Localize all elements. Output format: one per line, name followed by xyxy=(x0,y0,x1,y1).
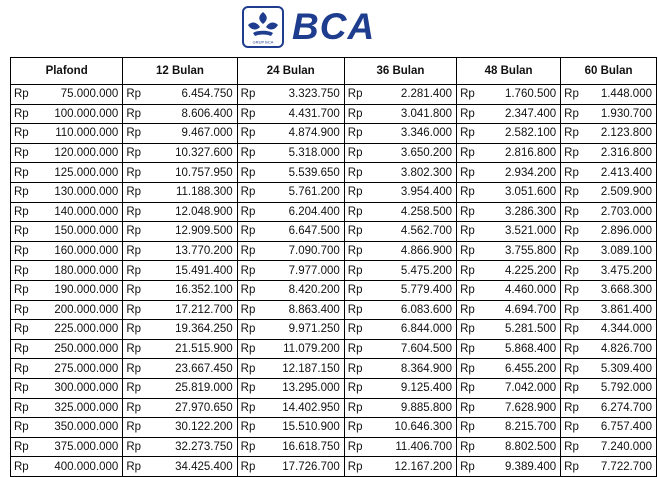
cell-60-bulan: 6.757.400 xyxy=(592,418,657,438)
cell-plafond: 125.000.000 xyxy=(41,163,122,183)
cell-48-bulan: 2.347.400 xyxy=(488,104,561,124)
cell-12-bulan: 34.425.400 xyxy=(154,457,237,477)
cell-48-bulan: 2.816.800 xyxy=(488,143,561,163)
currency-label: Rp xyxy=(237,300,268,320)
cell-36-bulan: 6.844.000 xyxy=(375,320,456,340)
currency-label: Rp xyxy=(123,202,154,222)
cell-12-bulan: 19.364.250 xyxy=(154,320,237,340)
currency-label: Rp xyxy=(561,222,592,242)
currency-label: Rp xyxy=(561,124,592,144)
currency-label: Rp xyxy=(123,182,154,202)
table-row xyxy=(11,163,657,183)
currency-label: Rp xyxy=(457,202,488,222)
cell-36-bulan: 5.779.400 xyxy=(375,280,456,300)
table-row xyxy=(11,457,657,477)
cell-48-bulan: 5.281.500 xyxy=(488,320,561,340)
cell-48-bulan: 6.455.200 xyxy=(488,359,561,379)
currency-label: Rp xyxy=(11,437,42,457)
currency-label: Rp xyxy=(561,339,592,359)
currency-label: Rp xyxy=(11,261,42,281)
currency-label: Rp xyxy=(561,437,592,457)
currency-label: Rp xyxy=(457,359,488,379)
currency-label: Rp xyxy=(123,261,154,281)
currency-label: Rp xyxy=(11,124,42,144)
cell-12-bulan: 32.273.750 xyxy=(154,437,237,457)
currency-label: Rp xyxy=(123,124,154,144)
cell-60-bulan: 7.240.000 xyxy=(592,437,657,457)
cell-48-bulan: 8.802.500 xyxy=(488,437,561,457)
currency-label: Rp xyxy=(561,300,592,320)
cell-24-bulan: 15.510.900 xyxy=(268,418,344,438)
currency-label: Rp xyxy=(561,104,592,124)
cell-36-bulan: 6.083.600 xyxy=(375,300,456,320)
currency-label: Rp xyxy=(561,143,592,163)
currency-label: Rp xyxy=(11,398,42,418)
installment-table xyxy=(10,57,657,477)
currency-label: Rp xyxy=(11,378,42,398)
currency-label: Rp xyxy=(11,85,42,105)
currency-label: Rp xyxy=(561,241,592,261)
cell-36-bulan: 3.650.200 xyxy=(375,143,456,163)
cell-24-bulan: 16.618.750 xyxy=(268,437,344,457)
cell-24-bulan: 6.647.500 xyxy=(268,222,344,242)
currency-label: Rp xyxy=(11,280,42,300)
header-24-bulan: 24 Bulan xyxy=(237,58,344,85)
cell-24-bulan: 17.726.700 xyxy=(268,457,344,477)
cell-12-bulan: 11.188.300 xyxy=(154,182,237,202)
cell-60-bulan: 4.826.700 xyxy=(592,339,657,359)
currency-label: Rp xyxy=(457,182,488,202)
table-row xyxy=(11,437,657,457)
currency-label: Rp xyxy=(344,85,375,105)
currency-label: Rp xyxy=(457,457,488,477)
currency-label: Rp xyxy=(457,300,488,320)
cell-12-bulan: 17.212.700 xyxy=(154,300,237,320)
cell-48-bulan: 7.042.000 xyxy=(488,378,561,398)
cell-plafond: 120.000.000 xyxy=(41,143,122,163)
currency-label: Rp xyxy=(457,124,488,144)
currency-label: Rp xyxy=(123,104,154,124)
cell-36-bulan: 4.562.700 xyxy=(375,222,456,242)
cell-plafond: 100.000.000 xyxy=(41,104,122,124)
currency-label: Rp xyxy=(11,320,42,340)
cell-24-bulan: 8.863.400 xyxy=(268,300,344,320)
cell-12-bulan: 10.757.950 xyxy=(154,163,237,183)
table-row xyxy=(11,143,657,163)
cell-36-bulan: 3.802.300 xyxy=(375,163,456,183)
currency-label: Rp xyxy=(344,261,375,281)
currency-label: Rp xyxy=(561,85,592,105)
cell-12-bulan: 25.819.000 xyxy=(154,378,237,398)
cell-60-bulan: 7.722.700 xyxy=(592,457,657,477)
currency-label: Rp xyxy=(344,300,375,320)
currency-label: Rp xyxy=(344,359,375,379)
currency-label: Rp xyxy=(344,124,375,144)
currency-label: Rp xyxy=(123,320,154,340)
cell-plafond: 250.000.000 xyxy=(41,339,122,359)
cell-60-bulan: 2.703.000 xyxy=(592,202,657,222)
cell-plafond: 400.000.000 xyxy=(41,457,122,477)
currency-label: Rp xyxy=(457,418,488,438)
currency-label: Rp xyxy=(11,241,42,261)
currency-label: Rp xyxy=(237,359,268,379)
cell-24-bulan: 14.402.950 xyxy=(268,398,344,418)
currency-label: Rp xyxy=(123,398,154,418)
cell-48-bulan: 7.628.900 xyxy=(488,398,561,418)
cell-60-bulan: 4.344.000 xyxy=(592,320,657,340)
currency-label: Rp xyxy=(237,182,268,202)
currency-label: Rp xyxy=(237,280,268,300)
currency-label: Rp xyxy=(344,457,375,477)
currency-label: Rp xyxy=(561,182,592,202)
currency-label: Rp xyxy=(11,339,42,359)
table-row xyxy=(11,202,657,222)
currency-label: Rp xyxy=(11,418,42,438)
header-60-bulan: 60 Bulan xyxy=(561,58,657,85)
currency-label: Rp xyxy=(344,104,375,124)
cell-plafond: 140.000.000 xyxy=(41,202,122,222)
currency-label: Rp xyxy=(344,320,375,340)
currency-label: Rp xyxy=(561,320,592,340)
table-row xyxy=(11,300,657,320)
cell-24-bulan: 13.295.000 xyxy=(268,378,344,398)
cell-36-bulan: 12.167.200 xyxy=(375,457,456,477)
currency-label: Rp xyxy=(237,104,268,124)
currency-label: Rp xyxy=(123,241,154,261)
currency-label: Rp xyxy=(457,280,488,300)
cell-plafond: 150.000.000 xyxy=(41,222,122,242)
currency-label: Rp xyxy=(457,398,488,418)
currency-label: Rp xyxy=(237,398,268,418)
cell-24-bulan: 8.420.200 xyxy=(268,280,344,300)
bca-emblem-icon xyxy=(242,6,284,48)
cell-plafond: 200.000.000 xyxy=(41,300,122,320)
currency-label: Rp xyxy=(237,124,268,144)
cell-plafond: 110.000.000 xyxy=(41,124,122,144)
currency-label: Rp xyxy=(561,163,592,183)
cell-36-bulan: 3.346.000 xyxy=(375,124,456,144)
cell-plafond: 350.000.000 xyxy=(41,418,122,438)
cell-12-bulan: 15.491.400 xyxy=(154,261,237,281)
cell-60-bulan: 2.896.000 xyxy=(592,222,657,242)
currency-label: Rp xyxy=(11,163,42,183)
currency-label: Rp xyxy=(344,222,375,242)
table-body xyxy=(11,85,657,477)
currency-label: Rp xyxy=(123,300,154,320)
emblem-caption: GRUP BCA xyxy=(252,39,274,45)
cell-48-bulan: 3.051.600 xyxy=(488,182,561,202)
header-36-bulan: 36 Bulan xyxy=(344,58,456,85)
cell-36-bulan: 9.885.800 xyxy=(375,398,456,418)
table-row xyxy=(11,398,657,418)
currency-label: Rp xyxy=(123,418,154,438)
currency-label: Rp xyxy=(344,378,375,398)
currency-label: Rp xyxy=(344,398,375,418)
header-plafond: Plafond xyxy=(11,58,123,85)
cell-36-bulan: 10.646.300 xyxy=(375,418,456,438)
currency-label: Rp xyxy=(561,261,592,281)
currency-label: Rp xyxy=(123,339,154,359)
header-12-bulan: 12 Bulan xyxy=(123,58,237,85)
cell-60-bulan: 2.316.800 xyxy=(592,143,657,163)
cell-plafond: 190.000.000 xyxy=(41,280,122,300)
currency-label: Rp xyxy=(561,280,592,300)
currency-label: Rp xyxy=(457,261,488,281)
currency-label: Rp xyxy=(237,378,268,398)
currency-label: Rp xyxy=(123,280,154,300)
cell-plafond: 130.000.000 xyxy=(41,182,122,202)
currency-label: Rp xyxy=(237,143,268,163)
currency-label: Rp xyxy=(561,202,592,222)
currency-label: Rp xyxy=(561,398,592,418)
table-row xyxy=(11,418,657,438)
cell-36-bulan: 8.364.900 xyxy=(375,359,456,379)
currency-label: Rp xyxy=(237,85,268,105)
cell-12-bulan: 10.327.600 xyxy=(154,143,237,163)
currency-label: Rp xyxy=(457,143,488,163)
cell-48-bulan: 8.215.700 xyxy=(488,418,561,438)
currency-label: Rp xyxy=(11,182,42,202)
cell-24-bulan: 5.318.000 xyxy=(268,143,344,163)
currency-label: Rp xyxy=(123,437,154,457)
currency-label: Rp xyxy=(344,241,375,261)
currency-label: Rp xyxy=(237,202,268,222)
cell-36-bulan: 9.125.400 xyxy=(375,378,456,398)
currency-label: Rp xyxy=(123,163,154,183)
currency-label: Rp xyxy=(123,359,154,379)
cell-12-bulan: 30.122.200 xyxy=(154,418,237,438)
currency-label: Rp xyxy=(561,378,592,398)
table-row xyxy=(11,85,657,105)
cell-plafond: 160.000.000 xyxy=(41,241,122,261)
currency-label: Rp xyxy=(11,104,42,124)
table-row xyxy=(11,241,657,261)
currency-label: Rp xyxy=(344,280,375,300)
brand-text: BCA xyxy=(292,6,376,47)
currency-label: Rp xyxy=(344,418,375,438)
cell-plafond: 375.000.000 xyxy=(41,437,122,457)
currency-label: Rp xyxy=(123,378,154,398)
header-48-bulan: 48 Bulan xyxy=(457,58,561,85)
currency-label: Rp xyxy=(11,143,42,163)
cell-48-bulan: 1.760.500 xyxy=(488,85,561,105)
cell-plafond: 225.000.000 xyxy=(41,320,122,340)
currency-label: Rp xyxy=(457,378,488,398)
cell-60-bulan: 2.123.800 xyxy=(592,124,657,144)
cell-12-bulan: 9.467.000 xyxy=(154,124,237,144)
table-row xyxy=(11,339,657,359)
cell-36-bulan: 3.041.800 xyxy=(375,104,456,124)
cell-60-bulan: 5.309.400 xyxy=(592,359,657,379)
currency-label: Rp xyxy=(457,437,488,457)
currency-label: Rp xyxy=(237,457,268,477)
currency-label: Rp xyxy=(237,163,268,183)
cell-48-bulan: 2.582.100 xyxy=(488,124,561,144)
cell-48-bulan: 4.225.200 xyxy=(488,261,561,281)
currency-label: Rp xyxy=(237,320,268,340)
cell-48-bulan: 9.389.400 xyxy=(488,457,561,477)
cell-48-bulan: 5.868.400 xyxy=(488,339,561,359)
cell-48-bulan: 4.694.700 xyxy=(488,300,561,320)
table-row xyxy=(11,182,657,202)
cell-48-bulan: 3.755.800 xyxy=(488,241,561,261)
currency-label: Rp xyxy=(11,359,42,379)
cell-60-bulan: 3.475.200 xyxy=(592,261,657,281)
table-header-row xyxy=(11,58,657,85)
currency-label: Rp xyxy=(11,300,42,320)
cell-12-bulan: 13.770.200 xyxy=(154,241,237,261)
cell-60-bulan: 2.413.400 xyxy=(592,163,657,183)
cell-24-bulan: 4.431.700 xyxy=(268,104,344,124)
cell-24-bulan: 5.761.200 xyxy=(268,182,344,202)
cell-12-bulan: 21.515.900 xyxy=(154,339,237,359)
currency-label: Rp xyxy=(457,104,488,124)
currency-label: Rp xyxy=(11,222,42,242)
cell-plafond: 275.000.000 xyxy=(41,359,122,379)
currency-label: Rp xyxy=(344,437,375,457)
cell-12-bulan: 12.909.500 xyxy=(154,222,237,242)
cell-24-bulan: 5.539.650 xyxy=(268,163,344,183)
currency-label: Rp xyxy=(457,241,488,261)
cell-60-bulan: 1.930.700 xyxy=(592,104,657,124)
currency-label: Rp xyxy=(457,163,488,183)
currency-label: Rp xyxy=(344,163,375,183)
cell-36-bulan: 7.604.500 xyxy=(375,339,456,359)
cell-36-bulan: 4.258.500 xyxy=(375,202,456,222)
cell-12-bulan: 8.606.400 xyxy=(154,104,237,124)
cell-24-bulan: 11.079.200 xyxy=(268,339,344,359)
currency-label: Rp xyxy=(457,222,488,242)
bca-logo xyxy=(242,6,375,48)
currency-label: Rp xyxy=(123,457,154,477)
currency-label: Rp xyxy=(457,320,488,340)
cell-48-bulan: 2.934.200 xyxy=(488,163,561,183)
currency-label: Rp xyxy=(237,339,268,359)
cell-24-bulan: 7.977.000 xyxy=(268,261,344,281)
cell-24-bulan: 9.971.250 xyxy=(268,320,344,340)
table-row xyxy=(11,359,657,379)
currency-label: Rp xyxy=(123,143,154,163)
currency-label: Rp xyxy=(237,437,268,457)
cell-60-bulan: 6.274.700 xyxy=(592,398,657,418)
table-row xyxy=(11,261,657,281)
table-row xyxy=(11,378,657,398)
cell-60-bulan: 3.668.300 xyxy=(592,280,657,300)
currency-label: Rp xyxy=(457,339,488,359)
cell-48-bulan: 3.286.300 xyxy=(488,202,561,222)
currency-label: Rp xyxy=(561,457,592,477)
cell-24-bulan: 4.874.900 xyxy=(268,124,344,144)
currency-label: Rp xyxy=(237,418,268,438)
cell-48-bulan: 4.460.000 xyxy=(488,280,561,300)
cell-plafond: 180.000.000 xyxy=(41,261,122,281)
table-row xyxy=(11,320,657,340)
cell-24-bulan: 12.187.150 xyxy=(268,359,344,379)
currency-label: Rp xyxy=(344,182,375,202)
cell-plafond: 300.000.000 xyxy=(41,378,122,398)
cell-24-bulan: 6.204.400 xyxy=(268,202,344,222)
currency-label: Rp xyxy=(11,202,42,222)
cell-60-bulan: 3.089.100 xyxy=(592,241,657,261)
currency-label: Rp xyxy=(344,143,375,163)
currency-label: Rp xyxy=(237,261,268,281)
cell-60-bulan: 3.861.400 xyxy=(592,300,657,320)
cell-24-bulan: 7.090.700 xyxy=(268,241,344,261)
currency-label: Rp xyxy=(123,85,154,105)
cell-60-bulan: 1.448.000 xyxy=(592,85,657,105)
cell-36-bulan: 11.406.700 xyxy=(375,437,456,457)
table-row xyxy=(11,280,657,300)
currency-label: Rp xyxy=(237,222,268,242)
currency-label: Rp xyxy=(344,202,375,222)
cell-plafond: 75.000.000 xyxy=(41,85,122,105)
cell-24-bulan: 3.323.750 xyxy=(268,85,344,105)
table-row xyxy=(11,104,657,124)
currency-label: Rp xyxy=(123,222,154,242)
table-row xyxy=(11,222,657,242)
currency-label: Rp xyxy=(237,241,268,261)
table-row xyxy=(11,124,657,144)
cell-60-bulan: 5.792.000 xyxy=(592,378,657,398)
currency-label: Rp xyxy=(561,359,592,379)
cell-12-bulan: 6.454.750 xyxy=(154,85,237,105)
currency-label: Rp xyxy=(11,457,42,477)
cell-60-bulan: 2.509.900 xyxy=(592,182,657,202)
cell-12-bulan: 12.048.900 xyxy=(154,202,237,222)
cell-12-bulan: 16.352.100 xyxy=(154,280,237,300)
cell-12-bulan: 23.667.450 xyxy=(154,359,237,379)
currency-label: Rp xyxy=(457,85,488,105)
cell-36-bulan: 3.954.400 xyxy=(375,182,456,202)
cell-36-bulan: 2.281.400 xyxy=(375,85,456,105)
cell-12-bulan: 27.970.650 xyxy=(154,398,237,418)
cell-36-bulan: 4.866.900 xyxy=(375,241,456,261)
currency-label: Rp xyxy=(344,339,375,359)
cell-48-bulan: 3.521.000 xyxy=(488,222,561,242)
currency-label: Rp xyxy=(561,418,592,438)
cell-36-bulan: 5.475.200 xyxy=(375,261,456,281)
cell-plafond: 325.000.000 xyxy=(41,398,122,418)
